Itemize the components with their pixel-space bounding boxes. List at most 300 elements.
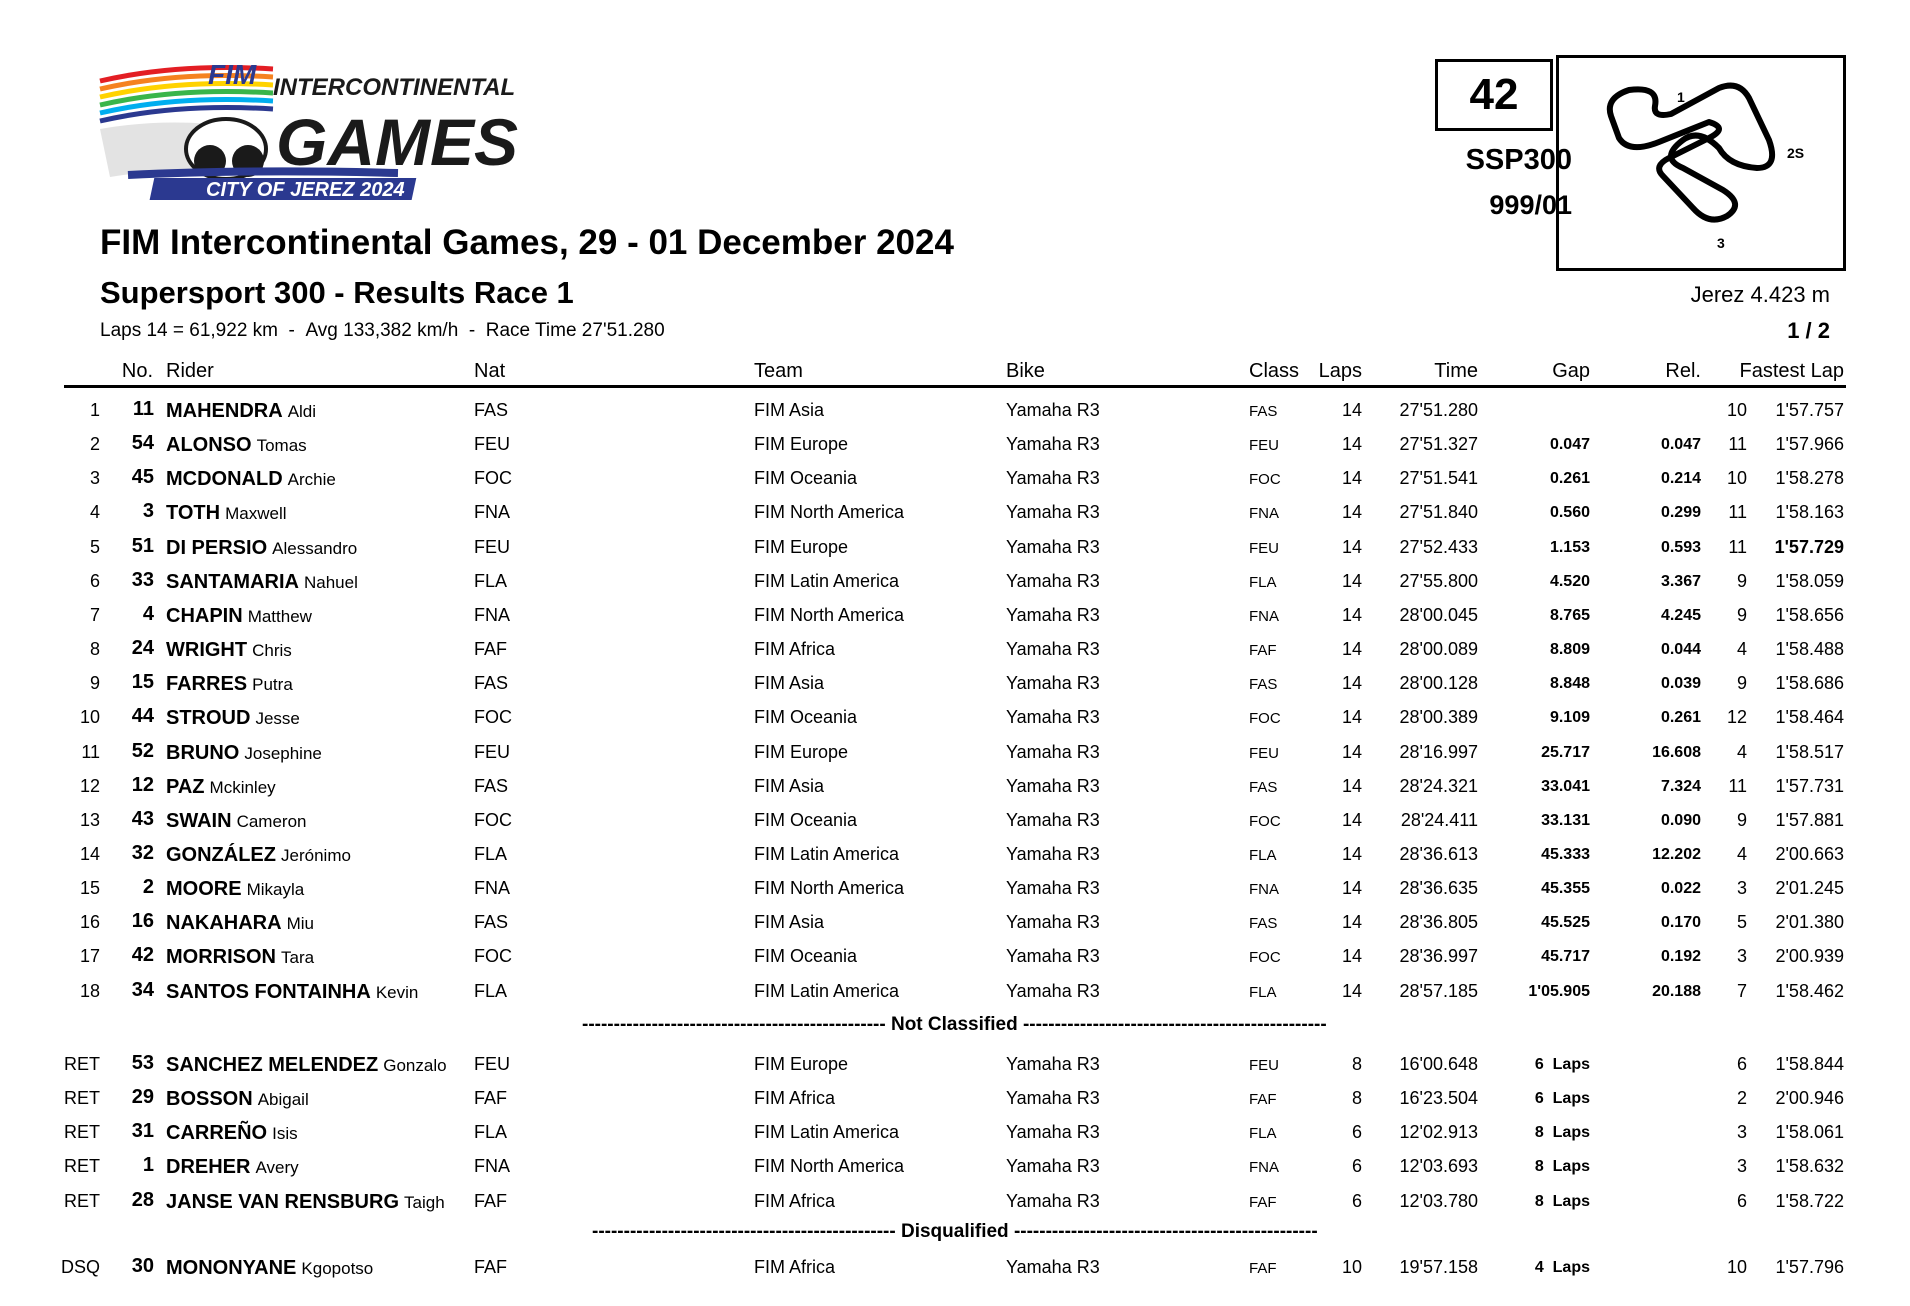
rider-first-name: Nahuel <box>303 572 358 592</box>
laps-count: 14 <box>1341 775 1362 796</box>
rider-last-name: MORRISON <box>166 946 276 969</box>
class-code: FOC <box>1249 949 1281 967</box>
team-name: FIM Asia <box>754 912 825 933</box>
race-time: 28'36.635 <box>1399 878 1478 899</box>
rider-first-name: Aldi <box>287 402 317 421</box>
corner-1-label: 1 <box>1677 89 1685 105</box>
laps-count: 14 <box>1341 468 1362 489</box>
class-code: FLA <box>1249 1125 1277 1143</box>
rider-last-name: TOTH <box>166 502 221 525</box>
gap-relative: 0.022 <box>1660 880 1701 898</box>
gap-to-leader: 1'05.905 <box>1528 982 1590 1000</box>
bike-model: Yamaha R3 <box>1006 502 1100 523</box>
team-name: FIM Asia <box>754 673 825 694</box>
gap-relative: 0.170 <box>1660 914 1701 932</box>
table-row <box>0 905 1910 939</box>
nationality: FNA <box>474 878 510 899</box>
rider-name <box>166 1156 299 1179</box>
fastest-lap-time: 1'58.517 <box>1775 741 1844 762</box>
laps-count: 14 <box>1341 639 1362 660</box>
rider-last-name: BOSSON <box>166 1088 253 1111</box>
logo-intercontinental-text: INTERCONTINENTAL <box>273 74 516 101</box>
race-time: 28'24.321 <box>1399 775 1478 796</box>
nationality: FEU <box>474 741 510 762</box>
nationality: FNA <box>474 604 510 625</box>
class-code: FNA <box>1249 1159 1279 1177</box>
track-map <box>1559 58 1843 268</box>
col-header-rider: Rider <box>166 360 214 382</box>
rider-last-name: BRUNO <box>166 741 240 764</box>
gap-relative: 0.299 <box>1660 504 1701 522</box>
gap-relative: 0.214 <box>1660 470 1701 488</box>
rider-name <box>166 707 300 730</box>
bike-model: Yamaha R3 <box>1006 673 1100 694</box>
laps-count: 14 <box>1341 604 1362 625</box>
class-code: FAF <box>1249 1260 1277 1277</box>
col-header-bike: Bike <box>1006 360 1045 382</box>
fastest-lap-time: 1'58.061 <box>1775 1122 1844 1143</box>
position: 13 <box>79 809 100 830</box>
nationality: FEU <box>474 434 510 455</box>
fastest-lap-time: 1'58.488 <box>1775 639 1844 660</box>
position: 18 <box>79 980 100 1001</box>
team-name: FIM Europe <box>754 1054 849 1074</box>
team-name: FIM North America <box>754 604 905 625</box>
fastest-lap-time: 1'57.757 <box>1775 400 1844 420</box>
race-time: 12'02.913 <box>1399 1122 1478 1143</box>
laps-count: 14 <box>1341 878 1362 899</box>
nationality: FAS <box>474 775 509 796</box>
fastest-lap-time: 1'58.656 <box>1775 604 1844 625</box>
table-row <box>0 735 1910 769</box>
rider-first-name: Abigail <box>257 1090 309 1110</box>
team-name: FIM Europe <box>754 536 849 557</box>
position: RET <box>64 1122 100 1143</box>
rider-number: 4 <box>142 602 154 625</box>
team-name: FIM Latin America <box>754 1122 900 1143</box>
position: 7 <box>89 604 100 625</box>
rider-first-name: Matthew <box>247 606 312 626</box>
bike-model: Yamaha R3 <box>1006 843 1100 864</box>
rider-last-name: SANCHEZ MELENDEZ <box>166 1054 379 1076</box>
fastest-lap-time: 2'01.380 <box>1775 912 1844 933</box>
race-time: 28'16.997 <box>1399 741 1478 762</box>
nationality: FOC <box>474 468 512 489</box>
laps-count: 14 <box>1341 502 1362 523</box>
rider-last-name: SANTOS FONTAINHA <box>166 980 371 1003</box>
rider-last-name: CARREÑO <box>166 1122 268 1145</box>
rider-last-name: MCDONALD <box>166 468 283 491</box>
gap-relative: 0.039 <box>1660 675 1701 693</box>
rider-name <box>166 537 357 560</box>
laps-count: 14 <box>1341 843 1362 864</box>
nationality: FOC <box>474 946 512 967</box>
class-code: FAF <box>1249 642 1277 660</box>
position: RET <box>64 1054 100 1074</box>
fastest-lap-time: 1'58.464 <box>1775 707 1844 728</box>
rider-last-name: DI PERSIO <box>166 536 268 559</box>
rider-last-name: NAKAHARA <box>166 912 282 935</box>
col-header-class: Class <box>1249 360 1300 382</box>
team-name: FIM Oceania <box>754 468 858 489</box>
laps-count: 14 <box>1341 741 1362 762</box>
race-time: 28'00.128 <box>1399 673 1478 694</box>
nationality: FLA <box>474 843 508 864</box>
rider-name <box>166 776 276 799</box>
laps-count: 6 <box>1351 1122 1362 1143</box>
race-time: 27'51.280 <box>1399 400 1478 420</box>
nationality: FEU <box>474 536 510 557</box>
fastest-lap-time: 1'58.686 <box>1775 673 1844 694</box>
rider-name <box>166 1122 298 1145</box>
nationality: FNA <box>474 1156 510 1177</box>
rider-name <box>166 878 304 901</box>
fastest-lap-number: 4 <box>1736 843 1747 864</box>
position: 3 <box>89 468 100 489</box>
position: 5 <box>89 536 100 557</box>
nationality: FAF <box>474 1088 508 1109</box>
race-time: 28'36.613 <box>1399 843 1478 864</box>
nationality: FAF <box>474 1190 508 1211</box>
gap-to-leader: 8 Laps <box>1534 1158 1590 1176</box>
bike-model: Yamaha R3 <box>1006 434 1100 455</box>
col-header-time: Time <box>1434 360 1478 382</box>
rider-last-name: WRIGHT <box>166 639 248 662</box>
race-time: 27'55.800 <box>1399 570 1478 591</box>
fastest-lap-time: 1'57.731 <box>1775 775 1844 796</box>
rider-name <box>166 1054 447 1077</box>
nationality: FOC <box>474 809 512 830</box>
bike-model: Yamaha R3 <box>1006 946 1100 967</box>
bike-model: Yamaha R3 <box>1006 536 1100 557</box>
class-code: FOC <box>1249 812 1281 830</box>
fastest-lap-number: 10 <box>1726 400 1747 420</box>
rider-name <box>166 1257 373 1280</box>
rider-first-name: Putra <box>252 675 293 695</box>
col-header-gap: Gap <box>1552 360 1590 382</box>
table-row <box>0 461 1910 495</box>
gap-to-leader: 25.717 <box>1541 743 1590 761</box>
rider-name <box>166 639 292 662</box>
rider-first-name: Miu <box>286 914 314 934</box>
not-classified-label: Not Classified <box>890 1014 1018 1035</box>
fastest-lap-number: 6 <box>1736 1054 1747 1074</box>
race-time: 28'36.997 <box>1399 946 1478 967</box>
fastest-lap-time: 1'58.163 <box>1775 502 1844 523</box>
rider-number: 16 <box>131 910 154 933</box>
rider-name <box>166 571 358 594</box>
laps-count: 14 <box>1341 536 1362 557</box>
header-rule <box>64 385 1846 388</box>
class-code: FLA <box>1249 846 1277 864</box>
rider-first-name: Avery <box>255 1158 299 1178</box>
disqualified-separator: ------------------------------------------------ Disqualified ------------------------------------------------ <box>592 1221 1318 1242</box>
fastest-lap-time: 2'01.245 <box>1775 878 1844 899</box>
rider-number: 33 <box>131 568 154 591</box>
fastest-lap-number: 9 <box>1736 570 1747 591</box>
nationality: FAS <box>474 673 509 694</box>
team-name: FIM Latin America <box>754 980 900 1001</box>
bike-model: Yamaha R3 <box>1006 1257 1100 1277</box>
nationality: FNA <box>474 502 510 523</box>
team-name: FIM Asia <box>754 775 825 796</box>
table-row <box>0 666 1910 700</box>
position: 9 <box>89 673 100 694</box>
bike-model: Yamaha R3 <box>1006 1054 1100 1074</box>
race-time: 27'51.541 <box>1399 468 1478 489</box>
rider-number: 51 <box>131 534 154 557</box>
race-time: 12'03.780 <box>1399 1190 1478 1211</box>
logo-games-text: GAMES <box>276 105 519 179</box>
team-name: FIM Africa <box>754 1257 836 1277</box>
laps-count: 6 <box>1351 1190 1362 1211</box>
team-name: FIM North America <box>754 878 905 899</box>
rider-last-name: SANTAMARIA <box>166 570 299 593</box>
table-row <box>0 700 1910 734</box>
nationality: FEU <box>474 1054 510 1074</box>
rider-name <box>166 1088 309 1111</box>
rider-number: 31 <box>131 1120 154 1143</box>
class-code: FLA <box>1249 983 1277 1001</box>
position: DSQ <box>60 1257 100 1277</box>
page-number: 1 / 2 <box>1787 318 1830 343</box>
gap-to-leader: 6 Laps <box>1534 1090 1590 1108</box>
gap-to-leader: 0.261 <box>1549 470 1590 488</box>
not-classified-separator: ------------------------------------------------ Not Classified ------------------------------------------------ <box>582 1014 1327 1035</box>
rider-last-name: JANSE VAN RENSBURG <box>166 1190 399 1213</box>
team-name: FIM Oceania <box>754 809 858 830</box>
position: 6 <box>89 570 100 591</box>
bike-model: Yamaha R3 <box>1006 604 1100 625</box>
table-row <box>0 530 1910 564</box>
logo-fim-text: FIM <box>208 59 257 90</box>
table-row <box>0 1081 1910 1115</box>
gap-to-leader: 6 Laps <box>1534 1056 1590 1073</box>
class-code: FNA <box>1249 881 1279 899</box>
logo-city-text: CITY OF JEREZ 2024 <box>206 179 405 201</box>
rider-name <box>166 912 314 935</box>
event-title: FIM Intercontinental Games, 29 - 01 December 2024 <box>100 223 954 262</box>
nationality: FLA <box>474 570 508 591</box>
col-header-team: Team <box>754 360 803 382</box>
fim-intercontinental-games-logo <box>98 57 540 203</box>
gap-to-leader: 8.765 <box>1549 606 1590 624</box>
rider-first-name: Cameron <box>236 811 307 831</box>
fastest-lap-time: 1'58.462 <box>1775 980 1844 1001</box>
rider-number: 15 <box>131 671 154 694</box>
track-info: Jerez 4.423 m <box>1690 282 1830 307</box>
rider-number: 45 <box>131 466 154 489</box>
fastest-lap-time: 1'58.059 <box>1775 570 1844 591</box>
rider-name <box>166 946 314 969</box>
position: 11 <box>81 741 100 762</box>
rider-name <box>166 400 316 423</box>
team-name: FIM Europe <box>754 434 849 455</box>
race-time: 27'52.433 <box>1399 536 1478 557</box>
avg-speed-info: Avg 133,382 km/h <box>305 320 459 341</box>
class-code: FAS <box>1249 778 1278 796</box>
nationality: FAF <box>474 1257 508 1277</box>
rider-last-name: GONZÁLEZ <box>166 843 276 866</box>
laps-count: 14 <box>1341 673 1362 694</box>
fastest-lap-time: 1'57.881 <box>1775 809 1844 830</box>
position: 16 <box>79 912 100 933</box>
race-time: 28'24.411 <box>1400 809 1478 830</box>
table-row <box>0 427 1910 461</box>
rider-first-name: Archie <box>287 470 336 490</box>
bike-model: Yamaha R3 <box>1006 775 1100 796</box>
fastest-lap-number: 9 <box>1736 673 1747 694</box>
race-time: 27'51.327 <box>1399 434 1478 455</box>
rider-number: 1 <box>142 1154 154 1177</box>
fastest-lap-number: 11 <box>1728 434 1747 455</box>
class-code: FEU <box>1249 539 1279 557</box>
position: 10 <box>79 707 100 728</box>
rider-number: 44 <box>131 705 154 728</box>
rider-last-name: MOORE <box>166 878 242 901</box>
gap-relative: 20.188 <box>1652 982 1701 1000</box>
race-summary: Laps 14 = 61,922 km - Avg 133,382 km/h - Race Time 27'51.280 <box>100 320 665 341</box>
fastest-lap-number: 12 <box>1726 707 1747 728</box>
laps-count: 14 <box>1341 707 1362 728</box>
team-name: FIM Asia <box>754 400 825 420</box>
class-code: FEU <box>1249 744 1279 762</box>
fastest-lap-time: 2'00.663 <box>1775 843 1844 864</box>
gap-relative: 0.047 <box>1660 436 1701 454</box>
position: RET <box>64 1190 100 1211</box>
gap-relative: 3.367 <box>1660 572 1701 590</box>
disqualified-label: Disqualified <box>900 1221 1009 1242</box>
position: 17 <box>79 946 100 967</box>
rider-last-name: CHAPIN <box>166 604 243 627</box>
gap-to-leader: 8.809 <box>1549 641 1590 659</box>
rider-name <box>166 844 351 867</box>
gap-relative: 0.192 <box>1660 948 1701 966</box>
table-row <box>0 632 1910 666</box>
table-row <box>0 871 1910 905</box>
gap-to-leader: 8.848 <box>1549 675 1590 693</box>
gap-to-leader: 8 Laps <box>1534 1192 1590 1210</box>
rider-first-name: Maxwell <box>225 504 287 524</box>
rider-name <box>166 1191 445 1214</box>
rider-number: 3 <box>142 500 154 523</box>
fastest-lap-number: 2 <box>1736 1088 1747 1109</box>
rider-first-name: Tara <box>281 948 315 968</box>
gap-to-leader: 45.525 <box>1541 914 1590 932</box>
laps-count: 14 <box>1341 434 1362 455</box>
table-row <box>0 1184 1910 1218</box>
class-code: FEU <box>1249 437 1279 455</box>
gap-relative: 0.261 <box>1660 709 1701 727</box>
table-row <box>0 974 1910 1008</box>
bike-model: Yamaha R3 <box>1006 1156 1100 1177</box>
gap-to-leader: 4.520 <box>1549 572 1590 590</box>
gap-to-leader: 9.109 <box>1549 709 1590 727</box>
col-header-nat: Nat <box>474 360 506 382</box>
class-code: FAF <box>1249 1193 1277 1211</box>
gap-to-leader: 33.041 <box>1541 777 1590 795</box>
rider-number: 42 <box>131 944 154 967</box>
race-time: 28'36.805 <box>1399 912 1478 933</box>
team-name: FIM Oceania <box>754 707 858 728</box>
class-code: FOC <box>1249 710 1281 728</box>
rider-last-name: FARRES <box>166 673 248 696</box>
gap-relative: 0.044 <box>1660 641 1701 659</box>
class-code: FNA <box>1249 505 1279 523</box>
team-name: FIM North America <box>754 502 905 523</box>
table-row <box>0 495 1910 529</box>
gap-to-leader: 8 Laps <box>1534 1124 1590 1142</box>
class-code: FEU <box>1249 1057 1279 1074</box>
gap-relative: 0.593 <box>1660 538 1701 556</box>
rider-name <box>166 742 322 765</box>
bike-model: Yamaha R3 <box>1006 707 1100 728</box>
bike-model: Yamaha R3 <box>1006 1088 1100 1109</box>
team-name: FIM Latin America <box>754 570 900 591</box>
rider-last-name: MAHENDRA <box>166 400 283 422</box>
gap-relative: 4.245 <box>1660 606 1701 624</box>
race-time: 28'57.185 <box>1399 980 1478 1001</box>
team-name: FIM North America <box>754 1156 905 1177</box>
class-code: FOC <box>1249 471 1281 489</box>
laps-count: 14 <box>1341 912 1362 933</box>
bike-model: Yamaha R3 <box>1006 468 1100 489</box>
fastest-lap-time: 2'00.946 <box>1775 1088 1844 1109</box>
bike-model: Yamaha R3 <box>1006 570 1100 591</box>
class-code: FAS <box>1249 915 1278 933</box>
gap-to-leader: 0.047 <box>1549 436 1590 454</box>
fastest-lap-time: 1'58.722 <box>1775 1190 1844 1211</box>
race-time: 28'00.389 <box>1399 707 1478 728</box>
rider-last-name: PAZ <box>166 775 205 798</box>
corner-3-label: 3 <box>1717 235 1725 251</box>
laps-count: 14 <box>1341 400 1362 420</box>
race-time: 28'00.045 <box>1399 604 1478 625</box>
table-row <box>0 598 1910 632</box>
race-time: 12'03.693 <box>1399 1156 1478 1177</box>
table-row <box>0 837 1910 871</box>
fastest-lap-time: 1'58.632 <box>1775 1156 1844 1177</box>
nationality: FLA <box>474 1122 508 1143</box>
bike-model: Yamaha R3 <box>1006 1122 1100 1143</box>
bike-model: Yamaha R3 <box>1006 741 1100 762</box>
rider-name <box>166 502 287 525</box>
bike-model: Yamaha R3 <box>1006 1190 1100 1211</box>
race-time: 27'51.840 <box>1399 502 1478 523</box>
table-row <box>0 393 1910 427</box>
rider-name <box>166 434 307 457</box>
fastest-lap-number: 9 <box>1736 809 1747 830</box>
table-row <box>0 1047 1910 1081</box>
table-row <box>0 1250 1910 1284</box>
position: 2 <box>89 434 100 455</box>
laps-count: 10 <box>1341 1257 1362 1277</box>
document-code: 999/01 <box>1489 190 1572 220</box>
position: 14 <box>79 843 100 864</box>
table-row <box>0 803 1910 837</box>
rider-first-name: Isis <box>272 1124 298 1144</box>
fastest-lap-number: 10 <box>1726 1257 1747 1277</box>
rider-first-name: Kevin <box>375 982 419 1002</box>
position: 15 <box>79 878 100 899</box>
laps-count: 14 <box>1341 809 1362 830</box>
rider-first-name: Tomas <box>256 436 307 456</box>
class-code: FLA <box>1249 573 1277 591</box>
fastest-lap-number: 5 <box>1736 912 1747 933</box>
rider-last-name: MONONYANE <box>166 1257 297 1279</box>
class-code: FNA <box>1249 607 1279 625</box>
col-header-no: No. <box>121 360 153 382</box>
